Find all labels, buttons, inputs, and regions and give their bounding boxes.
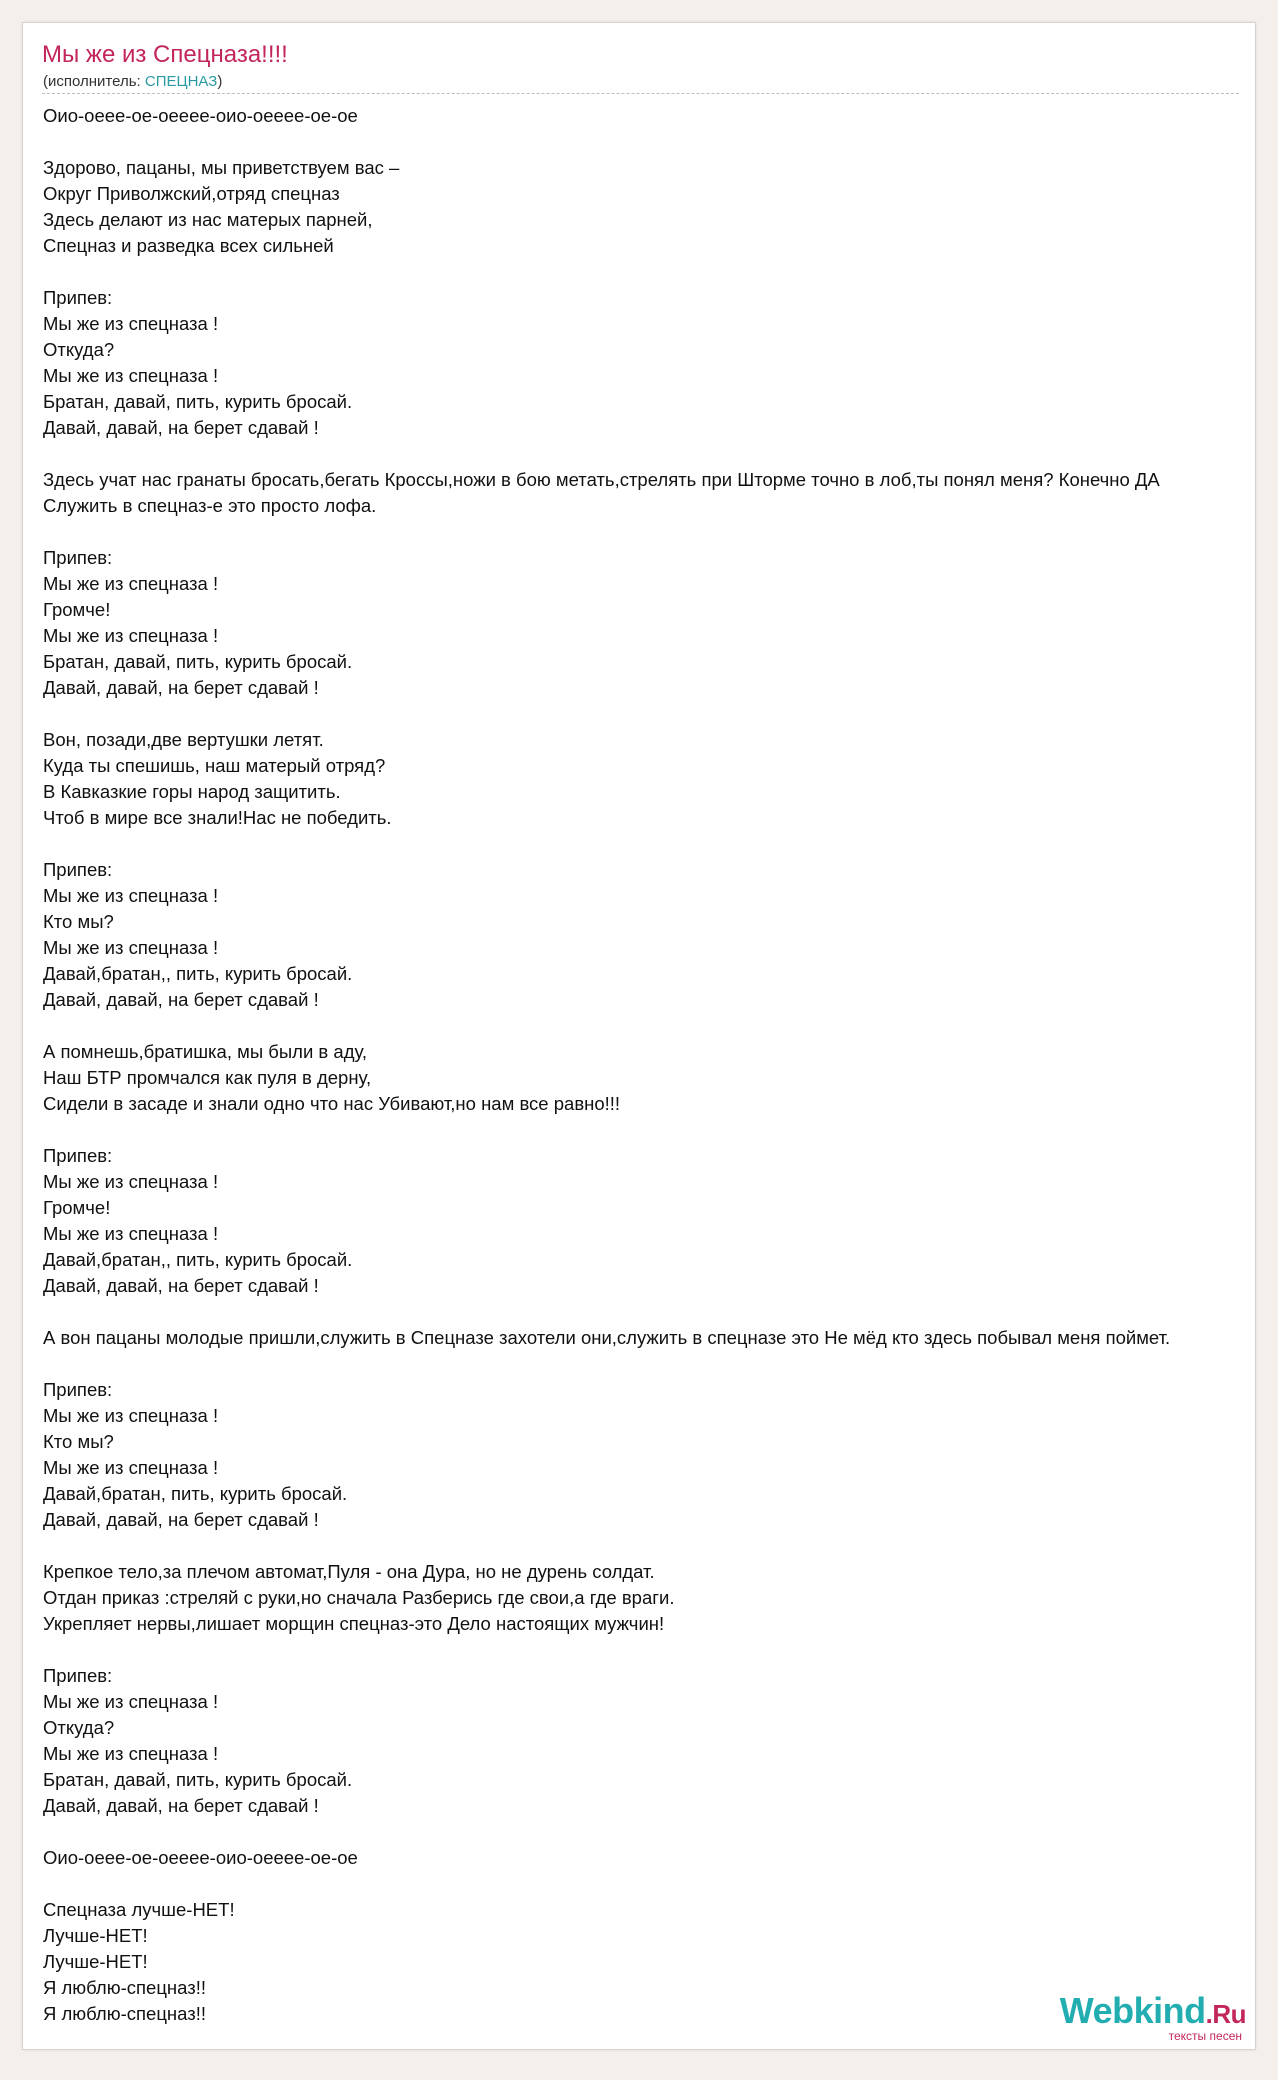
logo-brand: Webkind	[1059, 1990, 1206, 2031]
lyric-line: Крепкое тело,за плечом автомат,Пуля - она Дура, но не дурень солдат.	[43, 1561, 655, 1582]
lyric-line: Мы же из спецназа !	[43, 1223, 219, 1244]
lyric-line	[43, 831, 1256, 857]
lyric-line: Мы же из спецназа !	[43, 1743, 219, 1764]
lyric-line	[43, 129, 1256, 155]
song-title: Мы же из Спецназа!!!!	[42, 41, 288, 68]
lyric-line: Давай,братан,, пить, курить бросай.	[43, 1249, 353, 1270]
logo-tld: .Ru	[1205, 1999, 1246, 2029]
lyric-line	[43, 701, 1256, 727]
lyric-line: Давай, давай, на берет сдавай !	[43, 417, 319, 438]
lyric-line	[43, 1637, 1256, 1663]
lyric-line	[43, 1533, 1256, 1559]
lyric-line: Лучше-НЕТ!	[43, 1925, 148, 1946]
lyric-line: А помнешь,братишка, мы были в аду,	[43, 1041, 368, 1062]
lyric-line	[43, 1819, 1256, 1845]
lyric-line: А вон пацаны молодые пришли,служить в Спецназе захотели они,служить в спецназе это Не мёд кто здесь побывал меня поймет.	[43, 1327, 1171, 1348]
lyric-line: Я люблю-спецназ!!	[43, 1977, 206, 1998]
lyric-line: Отдан приказ :стреляй с руки,но сначала Разберись где свои,а где враги.	[43, 1587, 675, 1608]
lyric-line: Громче!	[43, 1197, 111, 1218]
artist-line	[43, 73, 222, 90]
lyric-line: Братан, давай, пить, курить бросай.	[43, 1769, 353, 1790]
lyric-line: Мы же из спецназа !	[43, 885, 219, 906]
lyric-line: Братан, давай, пить, курить бросай.	[43, 651, 353, 672]
lyric-line	[43, 1351, 1256, 1377]
lyric-line	[43, 1871, 1256, 1897]
lyric-line: Припев:	[43, 547, 113, 568]
lyric-line: Откуда?	[43, 339, 115, 360]
lyric-line: Спецназ и разведка всех сильней	[43, 235, 334, 256]
lyric-line: Припев:	[43, 859, 113, 880]
lyric-line: Наш БТР промчался как пуля в дерну,	[43, 1067, 372, 1088]
lyric-line: Служить в спецназ-е это просто лофа.	[43, 495, 377, 516]
lyrics-card	[22, 22, 1256, 2050]
lyric-line: Давай, давай, на берет сдавай !	[43, 1795, 319, 1816]
lyric-line: Оио-оеее-ое-оееее-оио-оееее-ое-ое	[43, 105, 358, 126]
lyric-line: Лучше-НЕТ!	[43, 1951, 148, 1972]
lyric-line: Мы же из спецназа !	[43, 313, 219, 334]
lyrics-text	[43, 103, 1256, 2027]
lyric-line: Здесь делают из нас матерых парней,	[43, 209, 373, 230]
lyric-line	[43, 441, 1256, 467]
lyric-line: Я люблю-спецназ!!	[43, 2003, 206, 2024]
lyric-line: Припев:	[43, 1379, 113, 1400]
lyric-line: Округ Приволжский,отряд спецназ	[43, 183, 340, 204]
lyric-line: Укрепляет нервы,лишает морщин спецназ-это Дело настоящих мужчин!	[43, 1613, 665, 1634]
lyric-line: Мы же из спецназа !	[43, 1691, 219, 1712]
lyric-line	[43, 1117, 1256, 1143]
lyric-line: Откуда?	[43, 1717, 115, 1738]
lyric-line: Припев:	[43, 1145, 113, 1166]
lyric-line: Припев:	[43, 287, 113, 308]
lyric-line: Вон, позади,две вертушки летят.	[43, 729, 324, 750]
lyric-line	[43, 519, 1256, 545]
lyric-line: Мы же из спецназа !	[43, 1171, 219, 1192]
lyric-line: Братан, давай, пить, курить бросай.	[43, 391, 353, 412]
title-divider	[42, 93, 1239, 94]
lyric-line: Чтоб в мире все знали!Нас не победить.	[43, 807, 392, 828]
artist-link[interactable]: СПЕЦНАЗ	[144, 73, 218, 90]
logo-wordmark	[1060, 1991, 1246, 2034]
lyric-line: Давай,братан,, пить, курить бросай.	[43, 963, 353, 984]
artist-suffix: )	[217, 73, 223, 90]
lyric-line: Давай, давай, на берет сдавай !	[43, 677, 319, 698]
lyric-line: Кто мы?	[43, 1431, 114, 1452]
lyric-line: Мы же из спецназа !	[43, 1457, 219, 1478]
lyric-line: Кто мы?	[43, 911, 114, 932]
lyric-line: Здорово, пацаны, мы приветствуем вас –	[43, 157, 400, 178]
lyric-line: Мы же из спецназа !	[43, 937, 219, 958]
lyric-line: Куда ты спешишь, наш матерый отряд?	[43, 755, 386, 776]
lyric-line: В Кавказкие горы народ защитить.	[43, 781, 341, 802]
lyric-line: Сидели в засаде и знали одно что нас Убивают,но нам все равно!!!	[43, 1093, 621, 1114]
lyric-line: Спецназа лучше-НЕТ!	[43, 1899, 235, 1920]
lyric-line: Давай, давай, на берет сдавай !	[43, 1509, 319, 1530]
lyric-line: Мы же из спецназа !	[43, 625, 219, 646]
lyric-line: Давай, давай, на берет сдавай !	[43, 1275, 319, 1296]
lyric-line: Оио-оеее-ое-оееее-оио-оееее-ое-ое	[43, 1847, 358, 1868]
logo-tagline: тексты песен	[1168, 2029, 1242, 2043]
lyric-line	[43, 1013, 1256, 1039]
lyric-line: Мы же из спецназа !	[43, 573, 219, 594]
lyric-line: Мы же из спецназа !	[43, 365, 219, 386]
lyric-line: Давай, давай, на берет сдавай !	[43, 989, 319, 1010]
lyric-line	[43, 259, 1256, 285]
lyric-line: Мы же из спецназа !	[43, 1405, 219, 1426]
artist-prefix: (исполнитель:	[43, 73, 145, 90]
lyric-line: Припев:	[43, 1665, 113, 1686]
lyric-line: Громче!	[43, 599, 111, 620]
lyric-line: Здесь учат нас гранаты бросать,бегать Кроссы,ножи в бою метать,стрелять при Шторме точно в лоб,ты понял меня? Конечно ДА	[43, 469, 1160, 490]
site-logo[interactable]	[1056, 1991, 1246, 2041]
lyric-line: Давай,братан, пить, курить бросай.	[43, 1483, 348, 1504]
lyric-line	[43, 1299, 1256, 1325]
